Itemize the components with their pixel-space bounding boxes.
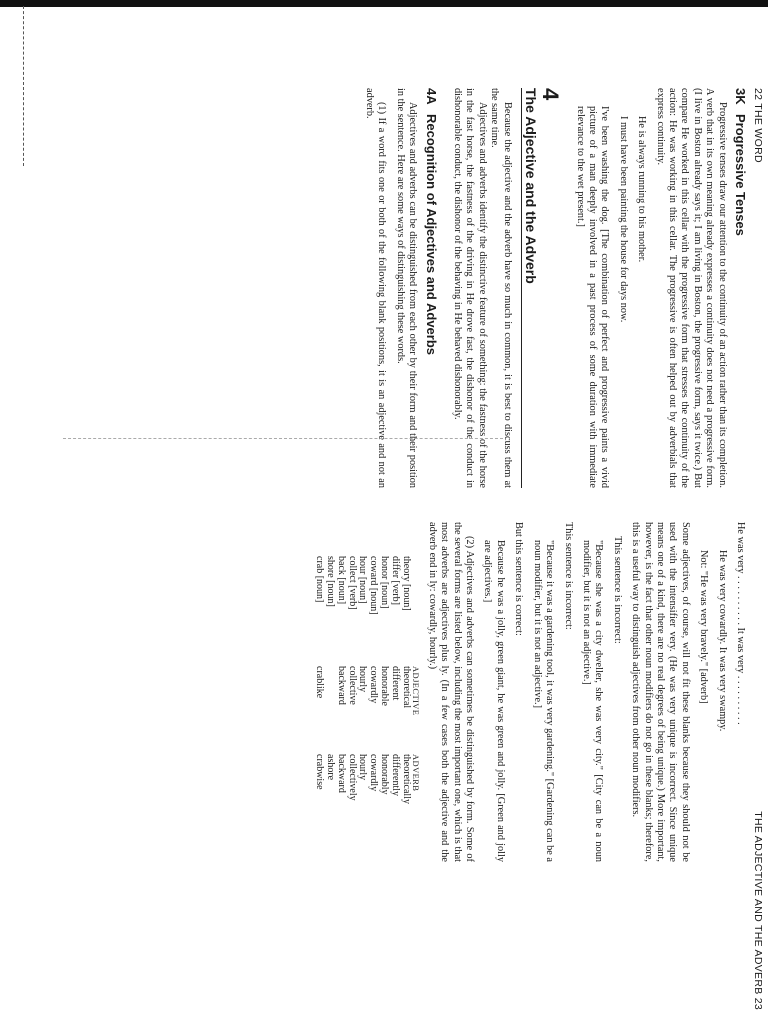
table-cell: back [noun]	[335, 556, 347, 605]
table-cell: differ [verb]	[389, 556, 401, 605]
table-row	[324, 522, 335, 844]
paragraph-progressive: Progressive tenses draw our attention to the continuity of an action rather than its completion. A verb that in its own meaning already expresses a continuity does not need a progressive form. (I live in Boston already says it; I am living in Boston, the progressive form, says it twice.) But compare He worked in this cellar with the progressive form that stresses the continuity of the action: He was working in this cellar. The progressive is often helped out by adverbials that express continuity.	[654, 88, 728, 488]
right-page	[0, 512, 768, 1024]
table-cell: theoretically	[400, 754, 412, 804]
table-cell: theory [noun]	[400, 556, 412, 611]
section-title: Recognition of Adjectives and Adverbs	[423, 114, 439, 356]
table-cell: theoretical	[400, 666, 412, 709]
table-header	[411, 522, 422, 666]
page-header-left: 22 THE WORD	[752, 88, 764, 163]
table-row	[357, 522, 368, 844]
section-number: 4A	[423, 88, 439, 105]
table-cell: shore [noun]	[325, 556, 337, 607]
paragraph: Some adjectives, of course, will not fit these blanks because they should not be used with the intensifier very. (He was very unique is incorrect. Since unique means one of a kind, there are no real degrees of being unique.) More important, however, is the fact that other noun modifiers do not go in these blanks; therefore, this is a useful way to distinguish adjectives from other noun modifiers.	[630, 522, 691, 862]
table-row	[389, 522, 400, 844]
not-example: Not: "He was very bravely." [adverb]	[698, 550, 710, 704]
table-cell: crab [noun]	[314, 556, 326, 603]
example-sentence: He is always running to his mother.	[636, 116, 648, 263]
table-cell: collectively	[346, 754, 358, 801]
table-cell: crablike	[314, 666, 326, 699]
chapter-number: 4	[538, 88, 564, 101]
table-cell: collective	[346, 666, 358, 705]
table-row	[367, 522, 378, 844]
table-cell: crabwise	[314, 754, 326, 790]
table-row	[378, 522, 389, 844]
table-cell: hourly	[357, 754, 369, 781]
label-text: This sentence is incorrect:	[611, 536, 623, 644]
left-page	[0, 0, 768, 510]
table-row	[346, 522, 357, 844]
left-text-column	[363, 88, 746, 488]
example-sentence: I must have been painting the house for days now.	[617, 116, 629, 323]
table-row	[400, 522, 411, 844]
table-row	[314, 522, 325, 844]
chapter-title: The Adjective and the Adverb	[521, 88, 537, 488]
table-cell: differently	[389, 754, 401, 797]
table-cell: honor [noun]	[379, 556, 391, 609]
table-header: ADVERB	[411, 754, 422, 792]
example-sentence: He was very cowardly. It was very swampy.	[716, 550, 728, 732]
table-header: ADJECTIVE	[411, 666, 422, 716]
quote: "Because it was a gardening tool, it was very gardening." [Gardening can be a noun modifier, but it is not an adjective.]	[531, 540, 556, 862]
table-cell: hour [noun]	[357, 556, 369, 604]
table-cell: honorable	[379, 666, 391, 706]
table-cell: collect [verb]	[346, 556, 358, 610]
table-cell: coward [noun]	[368, 556, 380, 615]
section-number: 3K	[733, 88, 748, 105]
example-block: I've been washing the dog. [The combination of perfect and progressive paints a vivid picture of a man deeply involved in a past process of some duration with immediate relevance to the wet present.]	[574, 106, 611, 488]
label-text: But this sentence is correct:	[513, 522, 525, 636]
table-cell: ashore	[325, 754, 337, 781]
section-heading-3k	[734, 88, 746, 488]
scan-artifact-line	[23, 6, 24, 166]
table-header-row	[411, 522, 422, 844]
label-text: This sentence is incorrect:	[562, 522, 574, 630]
table-cell	[324, 666, 335, 754]
paragraph: Adjectives and adverbs can be distinguished from each other by their form and their position in the sentence. Here are some ways of distinguishing these words.	[394, 88, 419, 488]
table-cell: hourly	[357, 666, 369, 693]
table-cell: backward	[335, 754, 347, 793]
table-cell: honorably	[379, 754, 391, 795]
paragraph: (2) Adjectives and adverbs can sometimes be distinguished by form. Some of the several forms are listed below, including the most important one, which is that most adverbs are adjectives plus ly. (In a few cases both the adjective and the adverb end in ly: cowardly, hourly.)	[426, 522, 476, 862]
table-cell: cowardly	[368, 666, 380, 704]
blank-frame: He was very . . . . . . . . . . It was very . . . . . . . . . .	[735, 522, 746, 725]
adjective-adverb-table	[314, 522, 422, 844]
page-header-right: THE ADJECTIVE AND THE ADVERB 23	[752, 811, 764, 1010]
table-cell: cowardly	[368, 754, 380, 792]
table-row	[335, 522, 346, 844]
page-gutter	[63, 438, 503, 439]
table-cell: backward	[335, 666, 347, 705]
chapter-heading	[521, 88, 563, 488]
paragraph: Adjectives and adverbs identify the distinctive feature of something: the fastness of the horse in the fast horse, the fastness of the driving in He drove fast, the dishonor of the conduct in dishonorable conduct, the dishonor of the behaving in He behaved dishonorably.	[452, 88, 488, 488]
quote: Because he was a jolly, green giant, he was green and jolly. [Green and jolly are adjectives.]	[482, 540, 506, 862]
paragraph: (1) If a word fits one or both of the following blank positions, it is an adjective and not an adverb.	[364, 88, 388, 488]
paragraph: Because the adjective and the adverb have so much in common, it is best to discuss them at the same time.	[489, 88, 513, 488]
quote: "Because she was a city dweller, she was very city." [City can be a noun modifier, but it is not an adjective.]	[580, 540, 605, 862]
table-cell: different	[389, 666, 401, 701]
section-heading-4a	[423, 88, 439, 488]
section-title: Progressive Tenses	[733, 114, 748, 236]
right-text-column	[314, 522, 747, 862]
